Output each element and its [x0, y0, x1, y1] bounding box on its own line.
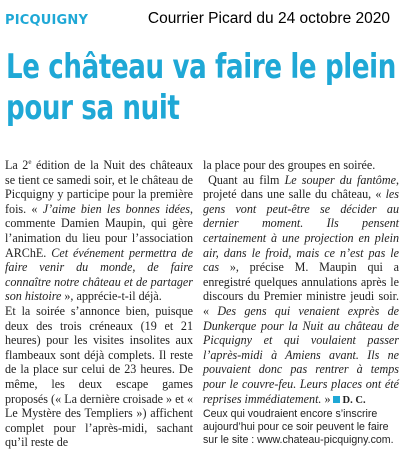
headline [6, 46, 396, 128]
text-run: édition de la Nuit des châteaux se tient ce samedi soir, et le château de Picquigny y participe pour la première fois. « [5, 158, 193, 216]
film-title: Le souper du fantôme [284, 172, 396, 187]
section-kicker: PICQUIGNY [5, 13, 89, 28]
signature-marker-icon [333, 396, 340, 403]
right-column [203, 158, 399, 447]
text-run: », apprécie-t-il déjà. [61, 289, 162, 304]
paragraph [203, 173, 399, 409]
superscript: e [28, 157, 32, 166]
quote: les gens vont peut-être se décider au dernier moment. Ils pensent certainement à une projection en plein air, dans le froid, mais ce n’est pas le cas [203, 187, 399, 275]
headline-line-2: pour sa nuit [6, 88, 180, 127]
source-line: Courrier Picard du 24 octobre 2020 [147, 10, 390, 27]
quote: Des gens qui venaient exprès de Dunkerque pour la Nuit au château de Picquigny et qui voulaient passer l’après-midi à Amiens avant. Ils ne pouvaient donc pas rentrer à temps pour le couvre-feu. Leurs places ont été reprises immédiatement. [203, 303, 399, 406]
text-run: » [321, 391, 331, 406]
quote: Cet événement permettra de faire venir du monde, de faire connaître notre château et de partager son histoire [5, 245, 193, 304]
text-run: , commente Damien Maupin, qui gère l’animation du lieu pour l’association ARChE. [5, 201, 193, 260]
info-note: Ceux qui voudraient encore s’inscrire aujourd’hui pour ce soir peuvent le faire sur le site : www.chateau-picquigny.com. [203, 408, 394, 447]
text-run: , projeté dans une salle du château, « [203, 172, 399, 202]
text-run: La 2 [5, 158, 29, 172]
paragraph: Et la soirée s’annonce bien, puisque deux des trois créneaux (19 et 21 heures) pour les visites insolites aux flambeaux sont déjà complets. Il reste de la place sur celui de 23 heures. De même, les deux escape games proposés (« La dernière croisade » et « Le Mystère des Templiers ») affichent complet pour l’après-midi, sachant qu’il reste de [5, 303, 193, 450]
text-run: Quant au film [208, 172, 285, 187]
headline-line-1: Le château va faire le plein [6, 47, 396, 86]
paragraph [5, 158, 193, 304]
signature: D. C. [342, 394, 366, 406]
quote: J’aime bien les bonnes idées [42, 201, 190, 216]
paragraph: la place pour des groupes en soirée. [203, 158, 376, 172]
text-run: », précise M. Maupin qui a enregistré quelques annulations après le discours du Premier ministre jeudi soir. « [203, 260, 399, 318]
left-column [5, 158, 193, 450]
